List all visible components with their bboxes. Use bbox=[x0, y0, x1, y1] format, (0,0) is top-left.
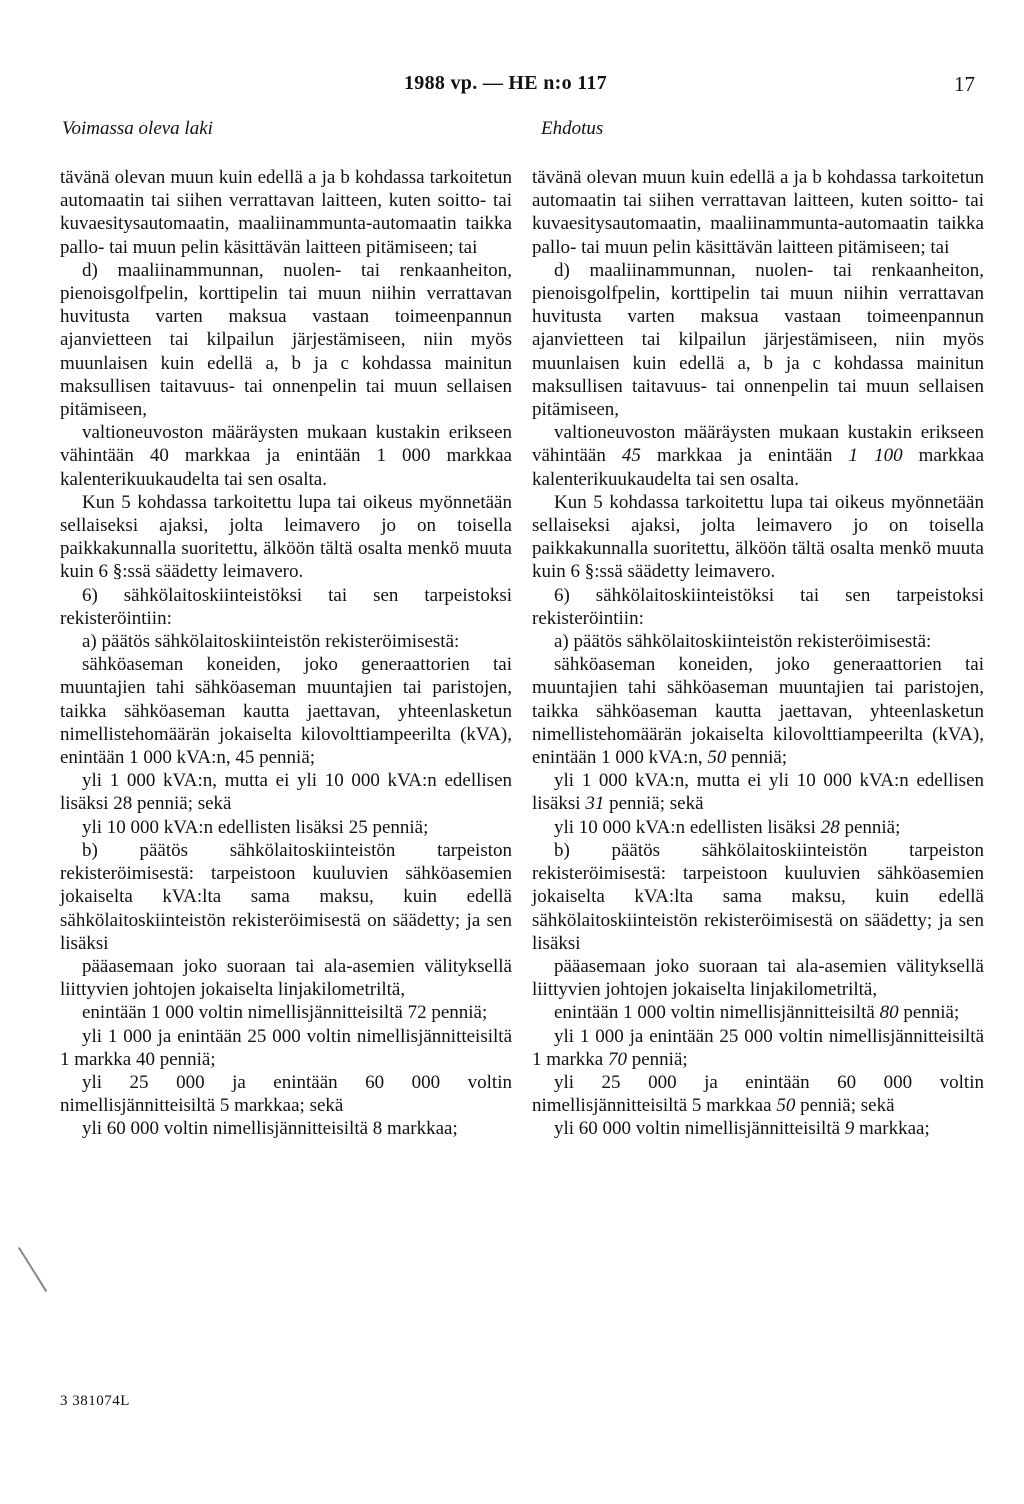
paragraph: Kun 5 kohdassa tarkoitettu lupa tai oikeus myönnetään sellaiseksi ajaksi, jolta leimavero jo on toisella paikkakunnalla suoritettu, älköön tältä osalta menkö muuta kuin 6 §:ssä säädetty leimavero. bbox=[60, 491, 512, 583]
right-column-title: Ehdotus bbox=[541, 118, 604, 139]
amended-value: 28 bbox=[820, 816, 840, 838]
paragraph: tävänä olevan muun kuin edellä a ja b kohdassa tarkoitetun automaatin tai siihen verrattavan laitteen, kuten soitto- tai kuvaesitysautomaatin, maaliinammunta-automaatin taikka pallo- tai muun pelin käsittävän laitteen pitämiseen; tai bbox=[532, 167, 984, 258]
paragraph bbox=[532, 653, 984, 769]
text-segment: penniä; bbox=[898, 1002, 960, 1024]
amended-value: 50 bbox=[707, 747, 727, 769]
page-header bbox=[0, 72, 1024, 102]
proposal-column bbox=[532, 166, 984, 1141]
text-segment: yli 1 000 ja enintään 25 000 voltin nimellisjännitteisiltä 1 markka bbox=[532, 1025, 984, 1070]
paragraph: yli 60 000 voltin nimellisjännitteisiltä 8 markkaa; bbox=[82, 1118, 458, 1140]
amended-value: 45 bbox=[621, 445, 641, 467]
paragraph: valtioneuvoston määräysten mukaan kustakin erikseen vähintään 40 markkaa ja enintään 1 000 markkaa kalenterikuukaudelta tai sen osalta. bbox=[60, 422, 512, 490]
current-law-column bbox=[60, 166, 512, 1141]
paragraph: yli 1 000 ja enintään 25 000 voltin nimellisjännitteisiltä 1 markka 40 penniä; bbox=[60, 1025, 512, 1070]
paragraph: a) päätös sähkölaitoskiinteistön rekisteröimisestä: bbox=[82, 631, 460, 653]
text-segment: yli 1 000 kVA:n, mutta ei yli 10 000 kVA:n edellisen lisäksi bbox=[532, 770, 984, 815]
paragraph: yli 25 000 ja enintään 60 000 voltin nimellisjännitteisiltä 5 markkaa; sekä bbox=[60, 1071, 512, 1117]
paragraph: enintään 1 000 voltin nimellisjännitteisiltä 72 penniä; bbox=[82, 1002, 488, 1024]
text-segment: markkaa; bbox=[854, 1118, 930, 1140]
paragraph: Kun 5 kohdassa tarkoitettu lupa tai oikeus myönnetään sellaiseksi ajaksi, jolta leimavero jo on toisella paikkakunnalla suoritettu, älköön tältä osalta menkö muuta kuin 6 §:ssä säädetty leimavero. bbox=[532, 491, 984, 583]
running-head: 1988 vp. — HE n:o 117 bbox=[404, 72, 607, 94]
paragraph: sähköaseman koneiden, joko generaattorien tai muuntajien tahi sähköaseman muuntajien tai paristojen, taikka sähköaseman kautta jaettavan, yhteenlasketun nimellistehomäärän jokaiselta kilovolttiampeerilta (kVA), enintään 1 000 kVA:n, 45 penniä; bbox=[60, 654, 512, 769]
amended-value: 50 bbox=[776, 1095, 796, 1117]
paragraph: yli 10 000 kVA:n edellisten lisäksi 25 penniä; bbox=[82, 816, 429, 838]
amended-value: 9 bbox=[844, 1118, 855, 1140]
text-segment: yli 25 000 ja enintään 60 000 voltin nimellisjännitteisiltä 5 markkaa bbox=[532, 1071, 984, 1117]
text-segment: penniä; sekä bbox=[604, 793, 704, 815]
text-segment: sähköaseman koneiden, joko generaattorien tai muuntajien tahi sähköaseman muuntajien tai paristojen, taikka sähköaseman kautta jaettavan, yhteenlasketun nimellistehomäärän jokaiselta kilovolttiampeerilta (kVA), enintään 1 000 kVA:n, bbox=[532, 654, 984, 769]
text-segment: enintään 1 000 voltin nimellisjännitteisiltä bbox=[554, 1002, 880, 1024]
paragraph: pääasemaan joko suoraan tai ala-asemien välityksellä liittyvien johtojen jokaiselta linjakilometriltä, bbox=[60, 955, 512, 1001]
paragraph: tävänä olevan muun kuin edellä a ja b kohdassa tarkoitetun automaatin tai siihen verrattavan laitteen, kuten soitto- tai kuvaesitysautomaatin, maaliinammunta-automaatin taikka pallo- tai muun pelin käsittävän laitteen pitämiseen; tai bbox=[60, 167, 512, 258]
amended-value: 80 bbox=[879, 1002, 899, 1024]
text-segment: markkaa ja enintään bbox=[640, 445, 849, 467]
text-segment: penniä; bbox=[726, 747, 788, 769]
left-column-title: Voimassa oleva laki bbox=[62, 118, 213, 139]
paragraph: 6) sähkölaitoskiinteistöksi tai sen tarpeistoksi rekisteröintiin: bbox=[532, 584, 984, 629]
paragraph bbox=[532, 1025, 984, 1071]
amended-value: 1 100 bbox=[848, 445, 903, 467]
margin-pencil-mark bbox=[18, 1247, 47, 1292]
paragraph bbox=[532, 769, 984, 815]
paragraph: b) päätös sähkölaitoskiinteistön tarpeiston rekisteröimisestä: tarpeistoon kuuluvien sähköasemien jokaiselta kVA:lta sama maksu, kuin edellä sähkölaitoskiinteistön rekisteröimisestä on säädetty; ja sen lisäksi bbox=[532, 839, 984, 954]
paragraph: pääasemaan joko suoraan tai ala-asemien välityksellä liittyvien johtojen jokaiselta linjakilometriltä, bbox=[532, 955, 984, 1001]
text-segment: penniä; sekä bbox=[795, 1095, 895, 1117]
amended-value: 70 bbox=[607, 1048, 627, 1070]
amended-value: 31 bbox=[585, 793, 605, 815]
paragraph: yli 1 000 kVA:n, mutta ei yli 10 000 kVA:n edellisen lisäksi 28 penniä; sekä bbox=[60, 770, 512, 815]
text-segment: valtioneuvoston määräysten mukaan kustakin erikseen vähintään bbox=[532, 422, 984, 467]
paragraph: d) maaliinammunnan, nuolen- tai renkaanheiton, pienoisgolfpelin, korttipelin tai muun niihin verrattavan huvitusta varten maksua vastaan toimeenpannun ajanvietteen tai kilpailun järjestämiseen, niin myös muunlaisen kuin edellä a, b ja c kohdassa mainitun maksullisen taitavuus- tai onnenpelin tai muun sellaisen pitämiseen, bbox=[60, 259, 512, 421]
paragraph bbox=[532, 1071, 984, 1117]
paragraph bbox=[532, 421, 984, 491]
text-segment: markkaa kalenterikuukaudelta tai sen osalta. bbox=[532, 445, 985, 490]
paragraph bbox=[532, 1117, 984, 1140]
paragraph bbox=[532, 1001, 984, 1024]
text-segment: penniä; bbox=[626, 1048, 688, 1070]
paragraph bbox=[532, 816, 984, 839]
text-segment: penniä; bbox=[839, 816, 901, 838]
paragraph: b) päätös sähkölaitoskiinteistön tarpeiston rekisteröimisestä: tarpeistoon kuuluvien sähköasemien jokaiselta kVA:lta sama maksu, kuin edellä sähkölaitoskiinteistön rekisteröimisestä on säädetty; ja sen lisäksi bbox=[60, 839, 512, 954]
paragraph: 6) sähkölaitoskiinteistöksi tai sen tarpeistoksi rekisteröintiin: bbox=[60, 584, 512, 629]
page-number: 17 bbox=[954, 72, 975, 96]
text-segment: yli 10 000 kVA:n edellisten lisäksi bbox=[554, 816, 821, 838]
paragraph: d) maaliinammunnan, nuolen- tai renkaanheiton, pienoisgolfpelin, korttipelin tai muun niihin verrattavan huvitusta varten maksua vastaan toimeenpannun ajanvietteen tai kilpailun järjestämiseen, niin myös muunlaisen kuin edellä a, b ja c kohdassa mainitun maksullisen taitavuus- tai onnenpelin tai muun sellaisen pitämiseen, bbox=[532, 259, 984, 421]
print-code: 3 381074L bbox=[60, 1393, 130, 1409]
text-segment: yli 60 000 voltin nimellisjännitteisiltä bbox=[554, 1118, 845, 1140]
paragraph: a) päätös sähkölaitoskiinteistön rekisteröimisestä: bbox=[554, 631, 932, 653]
